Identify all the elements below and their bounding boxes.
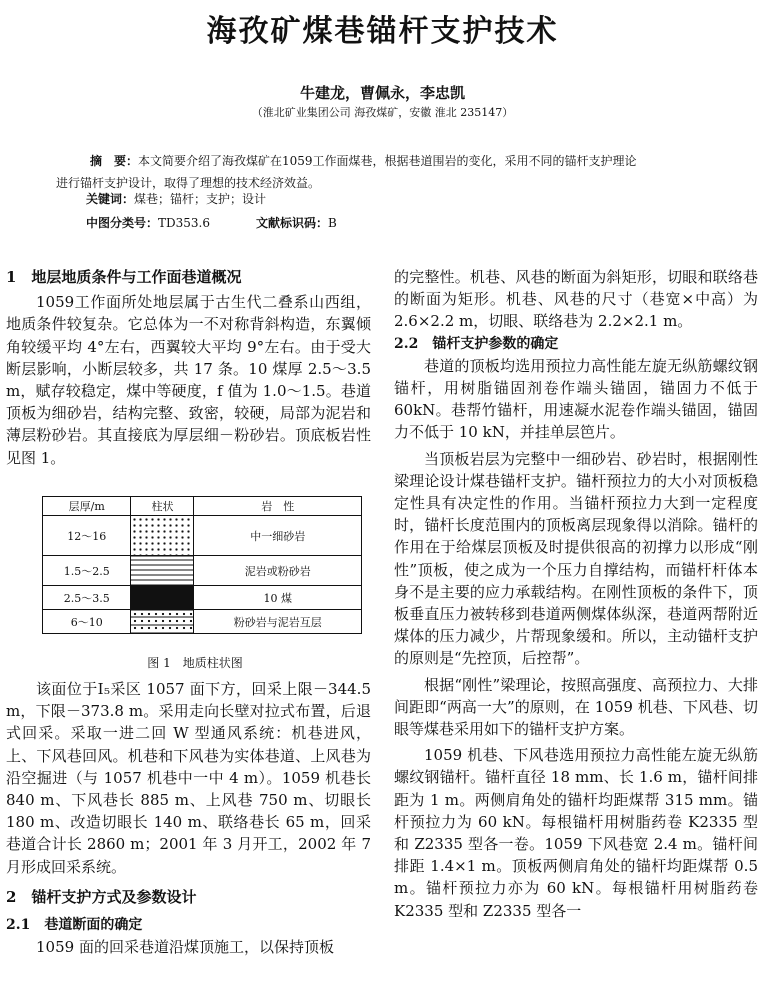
doc-code-value: B [328,216,337,230]
left-column-top [6,266,371,469]
keywords-text: 煤巷；锚杆；支护；设计 [134,192,267,206]
section-2-heading: 2 锚杆支护方式及参数设计 [6,887,197,906]
left-column-bottom [6,678,371,958]
section-1-para: 1059工作面所处地层属于古生代二叠系山西组，地质条件较复杂。它总体为一不对称背斜构造，东翼倾角较缓平均 4°左右，西翼较大平均 9°左右。由于受大断层影响，小断层较多，共 17 条。10 煤厚 2.5～3.5 m，赋存较稳定，煤中等硬度，f 值为 1.0～1.5。巷道顶板为细砂岩，结构完整、致密，较硬，局部为泥岩和薄层粉砂岩。其直接底为厚层细－粉砂岩。顶底板岩性见图 1。 [6,293,371,467]
table-row [43,556,362,586]
rock-cell: 10 煤 [194,586,362,610]
right-column [394,266,758,922]
stratigraphic-table [42,496,362,634]
rock-cell: 粉砂岩与泥岩互层 [194,610,362,634]
rock-cell: 泥岩或粉砂岩 [194,556,362,586]
table-row [43,586,362,610]
article-title: 海孜矿煤巷锚杆支护技术 [206,14,559,49]
col-header-column: 柱状 [131,497,194,516]
thickness-cell: 12～16 [43,516,131,556]
section-2-1-heading: 2.1 巷道断面的确定 [6,917,143,934]
thickness-cell: 2.5～3.5 [43,586,131,610]
bolt-type-para: 巷道的顶板均选用预拉力高性能左旋无纵筋螺纹钢锚杆，用树脂锚固剂卷作端头锚固，锚固力不低于 60kN。巷帮竹锚杆，用速凝水泥卷作端头锚固，锚固力不低于 10 kN，并挂单层笆片。 [394,356,758,442]
authors: 牛建龙，曹佩永，李忠凯 [299,84,465,102]
keywords-label: 关键词： [86,192,135,206]
section-1-heading: 1 地层地质条件与工作面巷道概况 [6,268,242,286]
col-header-lithology: 岩 性 [194,497,362,516]
lithology-pattern [131,586,194,610]
clc-value: TD353.6 [158,216,210,230]
parameters-para: 1059 机巷、下风巷选用预拉力高性能左旋无纵筋螺纹钢锚杆。锚杆直径 18 mm、长 1.6 m，锚杆间排距为 1 m。两侧肩角处的锚杆均距煤帮 315 mm。锚杆预拉力为 60 kN。每根锚杆用树脂药卷 K2335 型和 Z2335 型各一卷。1059 下风巷宽 2.4 m。锚杆间排距 1.4×1 m。顶板两侧肩角处的锚杆均距煤帮 0.5 m。锚杆预拉力亦为 60 kN。每根锚杆用树脂药卷 K2335 型和 Z2335 型各一 [394,746,758,920]
thickness-cell: 6～10 [43,610,131,634]
table-row [43,516,362,556]
abstract-line-2: 进行锚杆支护设计，取得了理想的技术经济效益。 [56,176,321,190]
doc-code-label: 文献标识码： [256,216,329,230]
affiliation: （淮北矿业集团公司 海孜煤矿，安徽 淮北 235147） [251,106,514,119]
lithology-pattern [131,610,194,634]
abstract [56,150,726,194]
rock-cell: 中一细砂岩 [194,516,362,556]
lithology-pattern [131,556,194,586]
section-2-1-para: 1059 面的回采巷道沿煤顶施工，以保持顶板 [36,938,334,957]
table-row [43,610,362,634]
section-2-1-continued: 的完整性。机巷、风巷的断面为斜矩形，切眼和联络巷的断面为矩形。机巷、风巷的尺寸（巷宽×中高）为 2.6×2.2 m，切眼、联络巷为 2.2×2.1 m。 [394,268,758,331]
mining-layout-para: 该面位于Ⅰ₅采区 1057 面下方，回采上限－344.5 m，下限－373.8 m。采用走向长壁对拉式布置，后退式回采。采取一进二回 W 型通风系统：机巷进风，上、下风巷回风。机巷和下风巷为实体巷道、上风巷为沿空掘进（与 1057 机巷中一中 4 m）。1059 机巷长 840 m、下风巷长 885 m、上风巷 750 m、切眼长 180 m、改造切眼长 140 m、联络巷长 65 m，回采巷道合计长 2860 m；2001 年 3 月开工，2002 年 7 月形成回采系统。 [6,680,371,876]
col-header-thickness: 层厚/m [43,497,131,516]
rigid-beam-para: 当顶板岩层为完整中一细砂岩、砂岩时，根据刚性梁理论设计煤巷锚杆支护。锚杆预拉力的大小对顶板稳定性具有决定性的作用。当锚杆预拉力大到一定程度时，锚杆长度范围内的顶板离层现象得以消除。锚杆的作用在于给煤层顶板及时提供很高的初撑力以形成“刚性”顶板，使之成为一个压力自撑结构，而锚杆杆体本身不是主要的应力承载结构。在刚性顶板的条件下，顶板垂直压力被转移到巷道两侧煤体纵深，巷道两帮附近煤体的压力减少，片帮现象缓和。所以，主动锚杆支护的原则是“先控顶，后控帮”。 [394,449,758,668]
abstract-line-1: 本文简要介绍了海孜煤矿在1059工作面煤巷，根据巷道围岩的变化，采用不同的锚杆支护理论 [138,154,637,168]
figure-caption: 图 1 地质柱状图 [147,656,243,670]
clc-label: 中图分类号： [86,216,159,230]
scheme-para: 根据“刚性”梁理论，按照高强度、高预拉力、大排间距即“两高一大”的原则，在 1059 机巷、下风巷、切眼等煤巷采用如下的锚杆支护方案。 [394,675,758,739]
thickness-cell: 1.5～2.5 [43,556,131,586]
abstract-label: 摘 要： [90,154,139,168]
classification [86,214,337,231]
keywords [86,190,266,207]
lithology-pattern [131,516,194,556]
section-2-2-heading: 2.2 锚杆支护参数的确定 [394,335,559,352]
